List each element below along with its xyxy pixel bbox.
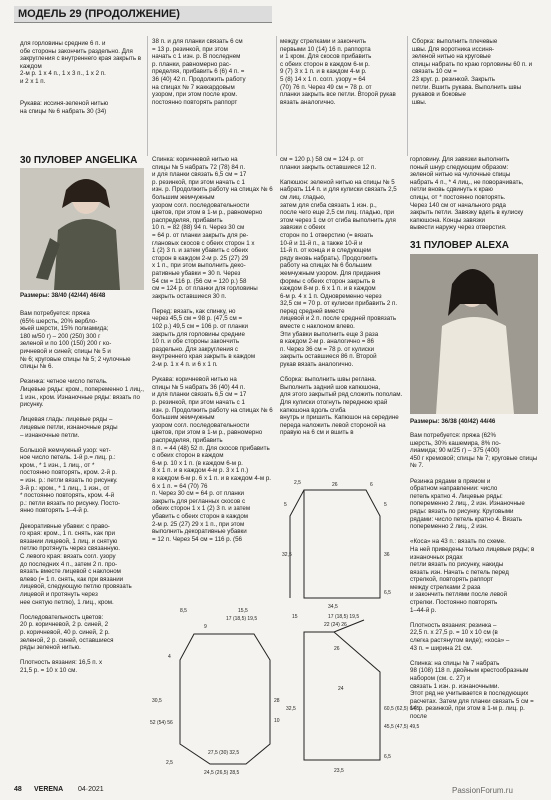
back-schematic [282, 476, 406, 610]
hood-dim-8: 23,5 [334, 768, 344, 774]
sleeve-dim-0: 8,5 [180, 608, 187, 614]
hood-schematic [284, 610, 420, 780]
section-30-title: 30 ПУЛОВЕР ANGELIKA [20, 155, 138, 166]
hood-dim-2: 22 (24) 26 [324, 622, 347, 628]
back-dim-2: 6 [370, 482, 373, 488]
sleeve-dim-5: 28 [274, 698, 280, 704]
hood-dim-7: 24 [338, 686, 344, 692]
sleeve-dim-3: 9 [204, 624, 207, 630]
hood-dim-0: 15 [292, 614, 298, 620]
sleeve-dim-7: 52 (54) 56 [150, 720, 173, 726]
issue-label: 04·2021 [78, 786, 104, 793]
col2-top-text: 38 п. и для планки связать 6 см = 13 р. резинкой, при этом начать с 1 изн. р. В последнем р. планки, равномерно рас- пределяя, прибавить 6 (6) 4 п. = 36 (40) 42 п. Продолжить работу на спицах № 7 жаккардовым узором, при этом после кром. постоянно повторять раппорт [152, 38, 246, 106]
sleeve-dim-4: 30,5 [152, 698, 162, 704]
hood-dim-5: 32,5 [286, 706, 296, 712]
sleeve-schematic [150, 604, 282, 780]
sleeve-dim-9: 27,5 (30) 32,5 [208, 750, 240, 756]
hood-dim-4: 45,5 (47,5) 49,5 [384, 724, 420, 730]
model-30-photo [20, 168, 144, 290]
col3-body-text: см = 120 р.) 58 см = 124 р. от планки закрыть оставшиеся 12 п. Капюшон: зеленой нитью на спицы № 5 набрать 114 п. и для кулиски связать 2,5 см лиц. гладью, затем для сгиба связать 1 изн. р., после чего еще 2,5 см лиц. гладью, при этом через 1 см от сгиба выполнить для завязки с обеих сторон по 1 отверстию (= вязать 10-й и 11-й п., а также 10-й и 11-й п. от конца и в следующем ряду вновь набрать). Продолжить работу на спицах № 6 большим жемчужным узором. Для придания формы с обеих сторон закрыть в каждом 8-м р. 6 х 1 п. и в каждом 6-м р. 4 х 1 п. Одновременно через 32,5 см = 70 р. от кулиски прибавить 2 п. перед средней вместе лицевой и 2 п. после средней провязать вместе с наклоном влево. Эти убавки выполнить еще 3 раза в каждом 2-м р. аналогично = 86 п. Через 36 см = 78 р. от кулиски закрыть оставшиеся 86 п. Второй рукав вязать аналогично. Сборка: выполнить швы реглана. Выполнить задний шов капюшона, для этого закрытый ряд сложить пополам. Для кулиски отогнуть переднюю край капюшона вдоль сгиба внутрь и пришить. Капюшон на середине переда наложить левой стороной на правую на 6 см и вшить в [280, 156, 403, 437]
back-dim-3: 5 [284, 502, 287, 508]
back-dim-1: 26 [332, 482, 338, 488]
sizes-31: Размеры: 36/38 (40/42) 44/46 [410, 418, 496, 425]
col2-body-text: Спинка: коричневой нитью на спицы № 5 набрать 72 (78) 84 п. и для планки связать 6,5 см = 17 р. резинкой, при этом начать с 1 изн. р. Продолжить работу на спицах № 6 большим жемчужным узором согл. последовательности цветов, при этом в 1-м р., равномерно распределяя, прибавить 10 п. = 82 (88) 94 п. Через 30 см = 64 р. от планки закрыть для ре- глановых скосов с обеих сторон 1 х 1 (2) 3 п. и затем убавить с обеих сторон в каждом 2-м р. 25 (27) 29 х 1 п., при этом выполнить деко- ративные убавки = 30 п. Через 54 см = 116 р. (56 см = 120 р.) 58 см = 124 р. от планки для горловины закрыть оставшиеся 30 п. Перед: вязать, как спинку, но через 45,5 см = 98 р. (47,5 см = 102 р.) 49,5 см = 106 р. от планки закрыть для горловины средние 10 п. и обе стороны закончить раздельно. Для закругления с внутреннего края закрыть в каждом 2-м р. 1 х 4 п. и 6 х 1 п. Рукава: коричневой нитью на спицы № 5 набрать 36 (40) 44 п. и для планки связать 6,5 см = 17 р. резинкой, при этом начать с 1 изн. р. Продолжить работу на спицах № 6 большим жемчужным узором согл. последовательности цветов, при этом в 1-м р., равномерно распределяя, прибавить 8 п. = 44 (48) 52 п. Для скосов прибавить с обеих сторон в каждом 6-м р. 10 х 1 п. (в каждом 6-м р. 8 х 1 п. и в каждом 4-м р. 3 х 1 п.) в каждом 6-м р. 6 х 1 п. и в каждом 4-м р. 6 х 1 п. = 64 (70) 76 п. Через 30 см = 64 р. от планки закрыть для регланных скосов с обеих сторон 1 х 1 (2) 3 п. и затем убавить с обеих сторон в каждом 2-м р. 25 (27) 29 х 1 п., при этом выполнить декоративные убавки = 12 п. Через 54 см = 116 р. (56 [152, 156, 273, 543]
hood-dim-3: 60,5 (62,5) 64,5 [384, 706, 420, 712]
section-31-title: 31 ПУЛОВЕР ALEXA [410, 240, 509, 251]
page-title: МОДЕЛЬ 29 (ПРОДОЛЖЕНИЕ) [14, 6, 272, 23]
back-dim-4: 5 [384, 502, 387, 508]
col4-top-text: Сборка: выполнить плечевые швы. Для воротника иссиня- зеленой нитью на круговые спицы набрать по краю горловины 60 п. и связать 10 см = 23 круг. р. резинкой. Закрыть петли. Вшить рукава. Выполнить швы рукавов и боковые швы. [412, 38, 533, 106]
sleeve-dim-2: 17 (18,5) 19,5 [226, 616, 258, 622]
back-dim-5: 32,5 [282, 552, 292, 558]
back-dim-8: 6,5 [384, 590, 391, 596]
sleeve-dim-1: 15,5 [238, 608, 248, 614]
hood-dim-1: 17 (18,5) 19,5 [328, 614, 360, 620]
hood-dim-9: 6,5 [384, 754, 391, 760]
col3-top-text: между стрелками и закончить первыми 10 (14) 16 п. раппорта и 1 кром. Для скосов прибавить с обеих сторон в каждом 6-м р. 9 (7) 3 х 1 п. и в каждом 4-м р. 5 (8) 14 х 1 п. согл. узору = 64 (70) 76 п. Через 49 см = 78 р. от планки закрыть все петли. Второй рукав вязать аналогично. [280, 38, 396, 106]
back-dim-0: 2,5 [294, 480, 301, 486]
col1-body-text: Вам потребуется: пряжа (65% шерсть, 20% вербло- жьей шерсти, 15% полиамида; 180 м/50 г) – 200 (250) 300 г зеленой и по 100 (150) 200 г ко- ричневой и синей; спицы № 5 и № 6; круговые спицы № 5; 2 чулочные спицы № 6. Резинка: четное число петель. Лицевые ряды: кром., попеременно 1 лиц., 1 изн., кром. Изнаночные ряды: вязать по рисунку. Лицевая гладь: лицевые ряды – лицевые петли, изнаночные ряды – изнаночные петли. Большой жемчужный узор: чет- ное число петель. 1-й р.= лиц. р.: кром., * 1 изн., 1 лиц., от * постоянно повторять, кром. 2-й р. = изн. р.: петли вязать по рисунку. 3-й р.: кром., * 1 лиц., 1 изн., от * постоянно повторять, кром. 4-й р.: петли вязать по рисунку. Посто- янно повторять 1–4-й р. Декоративные убавки: с право- го края: кром., 1 п. снять, как при вязании лицевой, 1 лиц. и снятую петлю протянуть через связанную. С левого края: вязать согл. узору до последних 4 п., затем 2 п. про- вязать вместе лицевой с наклоном влево (= 1 п. снять, как при вязании лицевой, следующую петлю провязать лицевой и протянуть через нее снятую петлю), 1 лиц., кром. Последовательность цветов: 20 р. коричневой, 2 р. синей, 2 р. коричневой, 40 р. синей, 2 р. зеленой, 2 р. синей, оставшиеся ряды зеленой нитью. Плотность вязания: 16,5 п. х 21,5 р. = 10 х 10 см. [20, 310, 144, 674]
sleeve-dim-10: 24,5 (26,5) 28,5 [204, 770, 240, 776]
col1-rukava-text: Рукава: иссиня-зеленой нитью на спицы № 6 набрать 30 (34) [20, 100, 109, 115]
back-dim-6: 36 [384, 552, 390, 558]
model-30-silhouette [20, 168, 144, 290]
site-watermark: PassionForum.ru [452, 786, 513, 795]
col1-top-text: для горловины средние 6 п. и обе стороны закончить раздельно. Для закругления с внутреннего края закрыть в каждом 2-м р. 1 х 4 п., 1 х 3 п., 1 х 2 п. и 2 х 1 п. [20, 40, 142, 85]
back-dim-7: 34,5 [328, 604, 338, 610]
col4-model31-text: Вам потребуется: пряжа (62% шерсть, 30% кашемира, 8% по- лиамида; 90 м/25 г) – 375 (400) 450 г кремовой; спицы № 7; круговые спицы № 7. Резинка рядами в прямом и обратном направлении: число петель кратно 4. Лицевые ряды: попеременно 2 лиц., 2 изн. Изнаночные ряды: вязать по рисунку. Круговыми рядами: число петель кратно 4. Вязать попеременно 2 лиц., 2 изн. «Коса» на 43 п.: вязать по схеме. На ней приведены только лицевые ряды; в изнаночных рядах петли вязать по рисунку, накиды вязать изн. Начать с петель перед стрелкой, повторять раппорт между стрелками 2 раза и закончить петлями после левой стрелки. Постоянно повторять 1–44-й р. Плотность вязания: резинка – 22,5 п. х 27,5 р. = 10 х 10 см (в слегка растянутом виде); «коса» – 43 п. = ширина 21 см. Спинка: на спицы № 7 набрать 98 (108) 118 п. двойным крестообразным набором (см. с. 27) и связать 1 изн. р. изнаночными. Этот ряд не учитывается в последующих расчетах. Затем для планки связать 5 см = 14 р. резинкой, при этом в 1-м р. лиц. р. после [410, 432, 538, 720]
col4-body-text: горловину. Для завязки выполнить поный шнур следующим образом: зеленой нитью на чулочные спицы набрать 4 п., * 4 лиц., не поворачивать, петли вновь сдвинуть к краю спицы, от * постоянно повторять. Через 140 см от начального ряда закрыть петли. Завязку вдеть в кулиску капюшона. Концы завязки вывести наружу через отверстия. [410, 156, 524, 232]
page-number: 48 [14, 786, 22, 793]
hood-dim-6: 26 [334, 646, 340, 652]
sleeve-dim-6: 4 [168, 654, 171, 660]
sleeve-dim-8: 10 [274, 718, 280, 724]
sizes-30: Размеры: 38/40 (42/44) 46/48 [20, 292, 106, 299]
model-31-silhouette [410, 254, 538, 414]
magazine-name: VERENA [34, 786, 64, 793]
sleeve-dim-11: 2,5 [166, 760, 173, 766]
model-31-photo [410, 254, 538, 414]
